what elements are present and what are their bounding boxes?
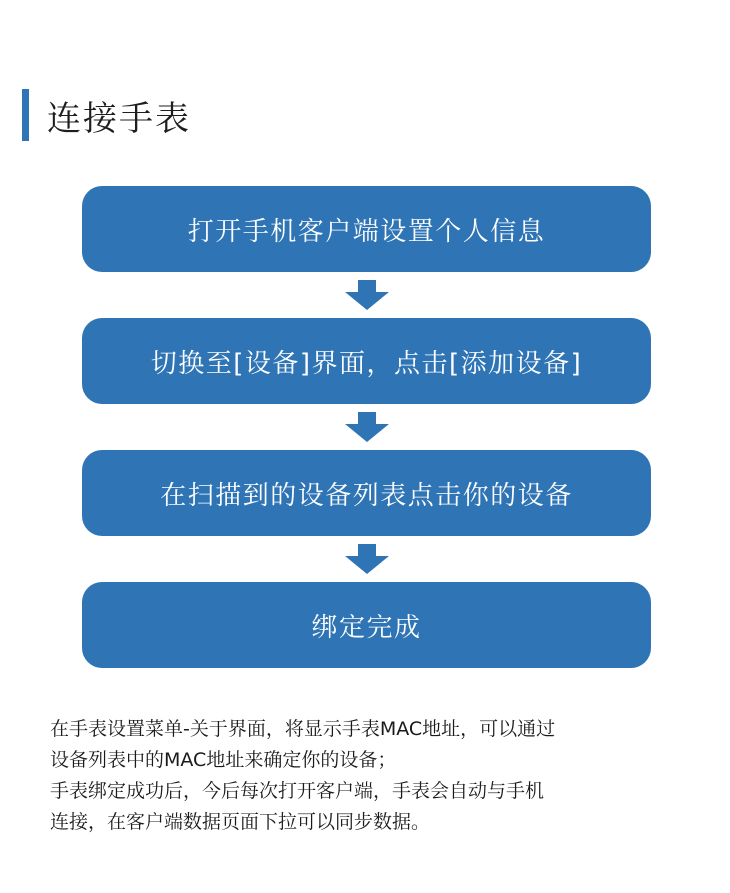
page-title: 连接手表 (47, 98, 191, 139)
flow-step-2: 切换至[设备]界面，点击[添加设备] (82, 318, 651, 404)
note-line-4: 连接，在客户端数据页面下拉可以同步数据。 (50, 811, 431, 833)
down-arrow-icon (82, 536, 651, 582)
flow-step-3: 在扫描到的设备列表点击你的设备 (82, 450, 651, 536)
flow-diagram (82, 186, 651, 668)
flow-step-4: 绑定完成 (82, 582, 651, 668)
section-header (22, 88, 191, 142)
flow-step-1: 打开手机客户端设置个人信息 (82, 186, 651, 272)
note-line-3: 手表绑定成功后，今后每次打开客户端，手表会自动与手机 (50, 780, 545, 802)
instruction-note (50, 714, 700, 838)
note-line-1: 在手表设置菜单-关于界面，将显示手表MAC地址，可以通过 (50, 718, 556, 740)
down-arrow-icon (82, 404, 651, 450)
title-accent-bar (22, 89, 29, 141)
note-line-2: 设备列表中的MAC地址来确定你的设备； (50, 749, 397, 771)
down-arrow-icon (82, 272, 651, 318)
